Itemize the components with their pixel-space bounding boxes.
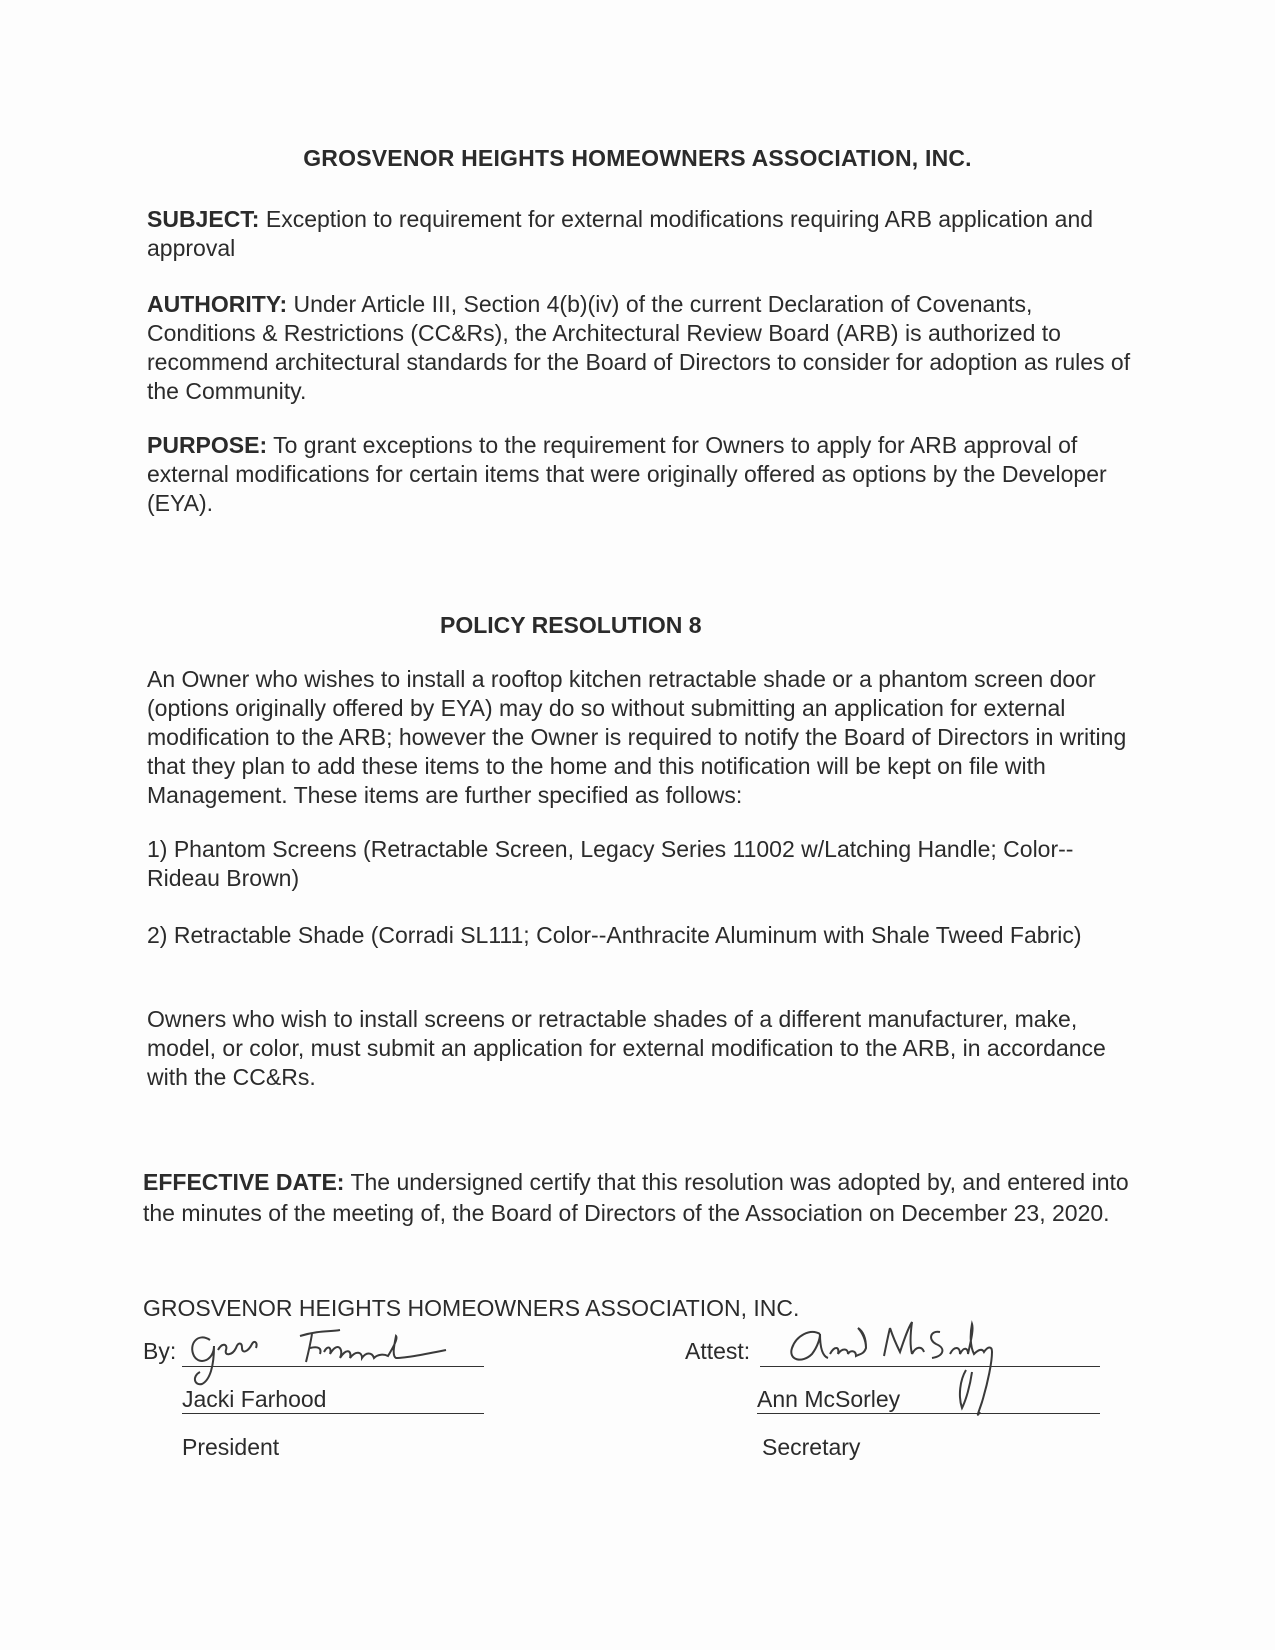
effective-date-text: The undersigned certify that this resolution was adopted by, and entered into the minutes of the meeting of, the Board of Directors of the Association on December 23, 2020. (143, 1169, 1129, 1226)
authority-label: AUTHORITY: (147, 291, 288, 317)
secretary-title: Secretary (762, 1434, 861, 1460)
attest-label: Attest: (685, 1338, 751, 1364)
authority-text: Under Article III, Section 4(b)(iv) of the current Declaration of Covenants, Conditions & Restrictions (CC&Rs), the Architectural Review Board (ARB) is authorized to recommend architectural standards for the Board of Directors to consider for adoption as rules of the Community. (147, 291, 1131, 404)
subject-paragraph (147, 205, 1137, 263)
president-name: Jacki Farhood (182, 1386, 327, 1412)
policy-heading: POLICY RESOLUTION 8 (440, 612, 702, 638)
signature-association-name: GROSVENOR HEIGHTS HOMEOWNERS ASSOCIATION, INC. (143, 1295, 800, 1321)
president-title: President (182, 1434, 280, 1460)
association-title: GROSVENOR HEIGHTS HOMEOWNERS ASSOCIATION, INC. (303, 145, 972, 171)
president-signature (180, 1310, 480, 1390)
authority-paragraph (147, 290, 1137, 406)
purpose-text: To grant exceptions to the requirement for Owners to apply for ARB approval of external modifications for certain items that were originally offered as options by the Developer (EYA). (147, 432, 1107, 516)
secretary-name-line (757, 1413, 1100, 1414)
purpose-paragraph (147, 431, 1137, 518)
secretary-name: Ann McSorley (757, 1386, 901, 1412)
subject-label: SUBJECT: (147, 206, 260, 232)
president-name-line (182, 1413, 484, 1414)
policy-intro: An Owner who wishes to install a rooftop kitchen retractable shade or a phantom screen door (options originally offered by EYA) may do so without submitting an application for external modification to the ARB; however the Owner is required to notify the Board of Directors in writing that they plan to add these items to the home and this notification will be kept on file with Management. These items are further specified as follows: (147, 666, 1127, 808)
effective-date-paragraph (143, 1167, 1143, 1229)
policy-item-1: 1) Phantom Screens (Retractable Screen, Legacy Series 11002 w/Latching Handle; Color--Rideau Brown) (147, 836, 1074, 891)
subject-text: Exception to requirement for external modifications requiring ARB application and approval (147, 206, 1094, 261)
policy-item-2: 2) Retractable Shade (Corradi SL111; Color--Anthracite Aluminum with Shale Tweed Fabric) (147, 922, 1082, 948)
policy-closing: Owners who wish to install screens or retractable shades of a different manufacturer, make, model, or color, must submit an application for external modification to the ARB, in accordance with the CC&Rs. (147, 1006, 1106, 1090)
by-label: By: (143, 1338, 177, 1364)
purpose-label: PURPOSE: (147, 432, 268, 458)
effective-date-label: EFFECTIVE DATE: (143, 1169, 345, 1195)
